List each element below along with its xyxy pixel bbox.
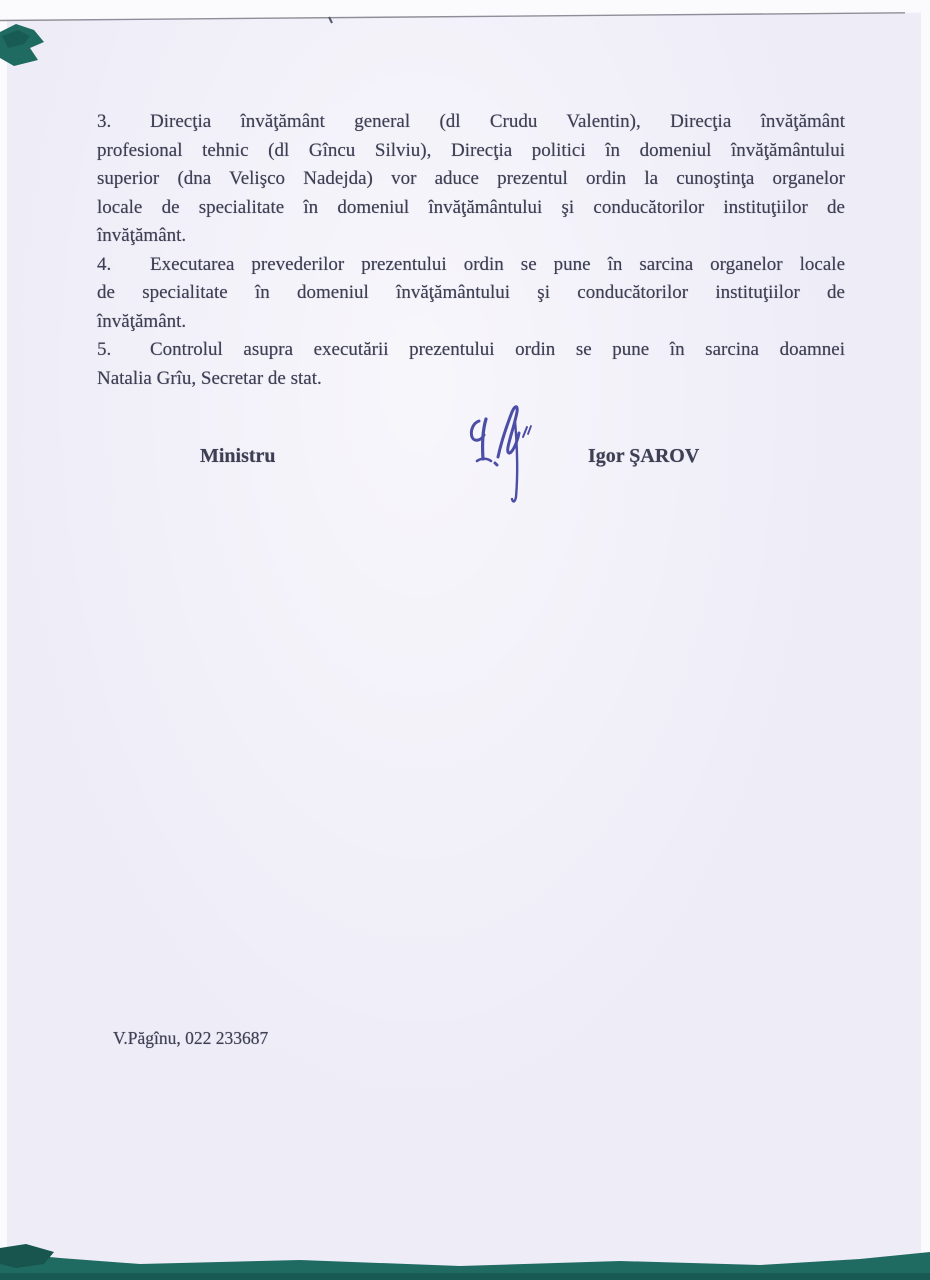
document-line: de specialitate în domeniul învăţământului şi conducătorilor instituţiilor de: [97, 282, 845, 303]
list-item-number: 3.: [97, 111, 112, 132]
document-line: învăţământ.: [97, 310, 187, 332]
paper-top-edge: [0, 0, 930, 26]
list-item-number: 4.: [97, 253, 112, 275]
document-line: profesional tehnic (dl Gîncu Silviu), Direcţia politici în domeniul învăţământului: [97, 139, 845, 161]
order-body-text: [97, 108, 845, 393]
minister-name: Igor ŞAROV: [588, 445, 700, 467]
scanner-artifact-bottom-band-icon: [0, 1240, 930, 1280]
list-item-number: 5.: [97, 339, 112, 360]
document-line: 5. Controlul asupra executării prezentului ordin se pune în sarcina doamnei: [97, 336, 845, 365]
document-line: locale de specialitate în domeniul învăţământului şi conducătorilor instituţiilor de: [97, 196, 845, 218]
scanner-artifact-top-left-icon: [0, 24, 48, 70]
handwritten-signature-icon: [465, 399, 540, 509]
document-line: 4. Executarea prevederilor prezentului ordin se pune în sarcina organelor locale: [97, 251, 845, 280]
minister-title: Ministru: [200, 445, 276, 467]
document-line: superior (dna Velişco Nadejda) vor aduce prezentul ordin la cunoştinţa organelor: [97, 168, 845, 189]
contact-footer: V.Păgînu, 022 233687: [113, 1028, 269, 1048]
paragraph-item-3: [97, 108, 845, 251]
document-line: 3. Direcţia învăţământ general (dl Crudu Valentin), Direcţia învăţământ: [97, 108, 845, 137]
document-line: Natalia Grîu, Secretar de stat.: [97, 367, 322, 389]
paragraph-item-4: [97, 251, 845, 337]
document-line: învăţământ.: [97, 225, 187, 246]
paragraph-item-5: [97, 336, 845, 393]
